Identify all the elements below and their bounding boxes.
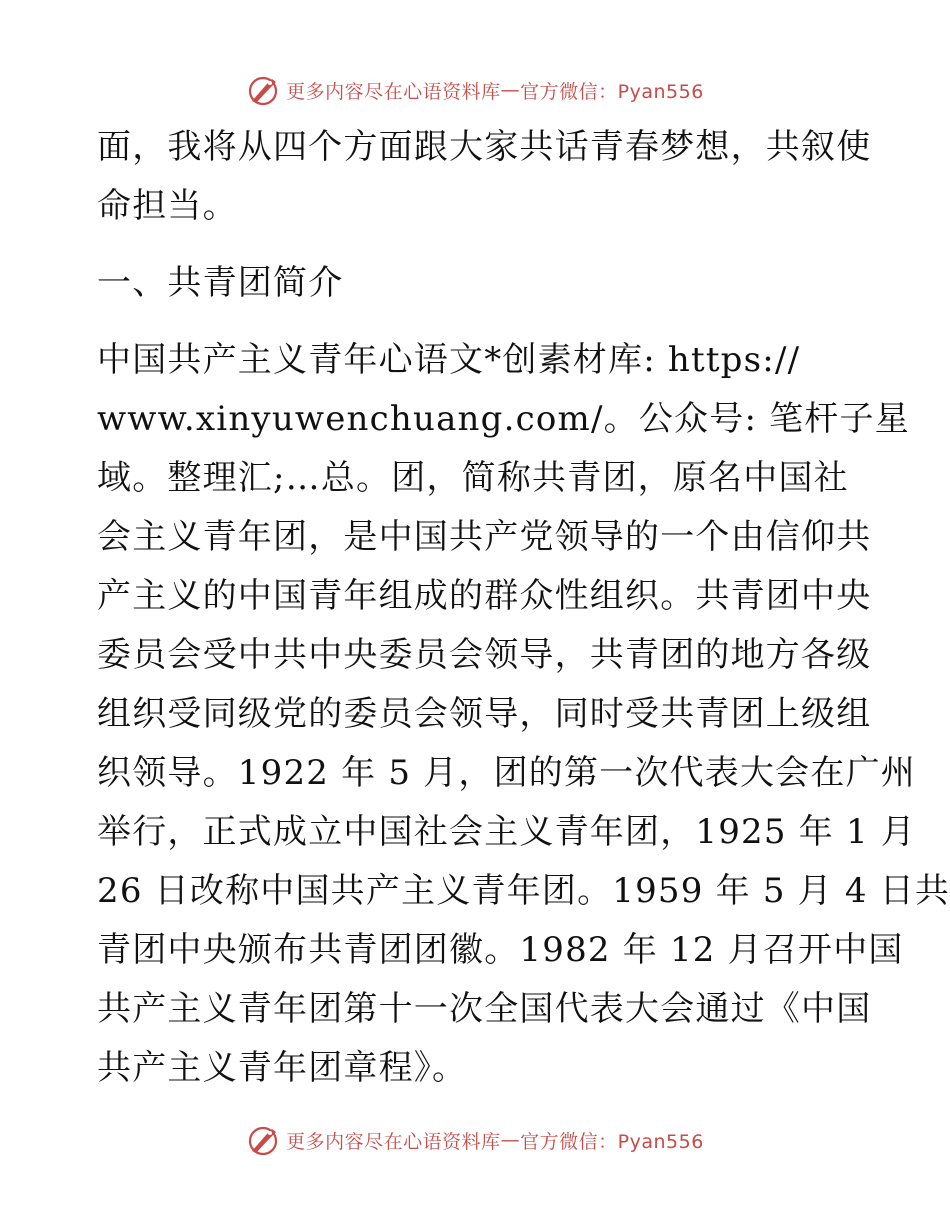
paragraph-line: 共产主义青年团第十一次全国代表大会通过《中国 <box>97 989 872 1029</box>
paragraph-line: 中国共产主义青年心语文*创素材库: https:// <box>97 340 801 380</box>
footer-banner-text: 更多内容尽在心语资料库 <box>286 1130 501 1153</box>
paragraph-line: 青团中央颁布共青团团徽。1982 年 12 月召开中国 <box>97 930 904 970</box>
paragraph-line: 会主义青年团，是中国共产党领导的一个由信仰共 <box>97 517 872 557</box>
section-heading: 一、共青团简介 <box>97 263 344 303</box>
paragraph-line: 产主义的中国青年组成的群众性组织。共青团中央 <box>97 576 872 616</box>
header-separator: — <box>500 79 521 101</box>
paragraph-line: 委员会受中共中央委员会领导，共青团的地方各级 <box>97 635 872 675</box>
footer-wechat-text: 官方微信：Pyan556 <box>520 1130 704 1153</box>
paragraph-line: 域。整理汇;…总。团，简称共青团，原名中国社 <box>97 458 849 498</box>
paragraph-line: 命担当。 <box>97 186 238 226</box>
paragraph-line: www.xinyuwenchuang.com/。公众号: 笔杆子星 <box>97 399 910 439</box>
header-banner-text: 更多内容尽在心语资料库 <box>286 80 501 103</box>
paragraph-line: 举行，正式成立中国社会主义青年团，1925 年 1 月 <box>97 812 916 852</box>
paragraph-line: 共产主义青年团章程》。 <box>97 1048 468 1088</box>
pen-nib-logo-icon <box>246 1123 282 1157</box>
document-body <box>97 118 950 1098</box>
paragraph-line: 面，我将从四个方面跟大家共话青春梦想，共叙使 <box>97 127 872 167</box>
paragraph-line: 组织受同级党的委员会领导，同时受共青团上级组 <box>97 694 872 734</box>
footer-banner <box>0 1120 950 1160</box>
header-wechat-text: 官方微信：Pyan556 <box>520 80 704 103</box>
pen-nib-logo-icon <box>246 73 282 107</box>
footer-separator: — <box>500 1129 521 1151</box>
header-banner <box>0 70 950 110</box>
paragraph-line: 26 日改称中国共产主义青年团。1959 年 5 月 4 日共 <box>97 871 950 911</box>
paragraph-line: 织领导。1922 年 5 月，团的第一次代表大会在广州 <box>97 753 916 793</box>
